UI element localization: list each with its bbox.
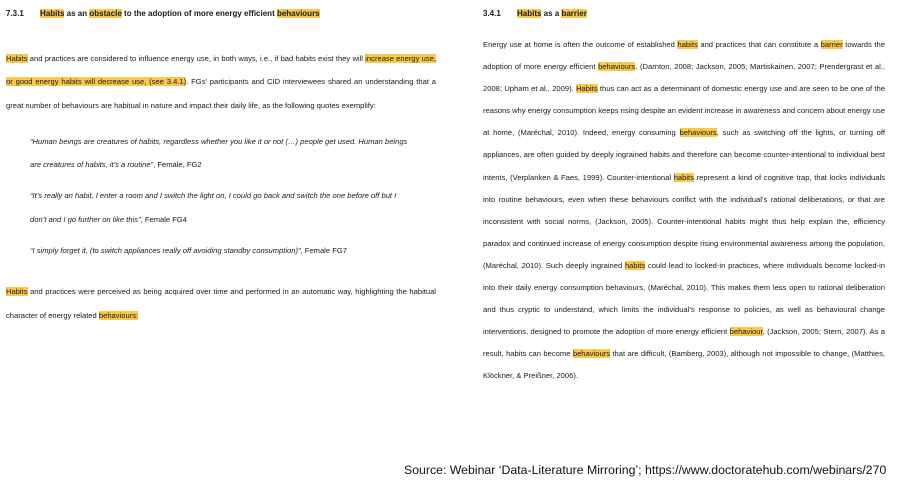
highlighted-text: obstacle <box>89 9 122 18</box>
left-column <box>6 8 436 327</box>
text-run: . FGs' participants and CID interviewees shared an understanding that a great number of behaviours are habitual in nature and impact their daily life, as the following quotes exemplify: <box>6 77 436 110</box>
highlighted-text: behaviour <box>729 327 763 337</box>
paragraph <box>6 280 436 327</box>
text-run: to the adoption of more energy efficient <box>121 9 277 18</box>
paragraph <box>6 47 436 117</box>
highlighted-text: increase energy use, or good energy habits will decrease use, (see 3.4.1) <box>6 54 436 87</box>
highlighted-text: behaviours <box>276 9 320 18</box>
text-run: and practices were perceived as being acquired over time and performed in an automatic way, highlighting the habitual character of energy related <box>6 287 436 320</box>
paragraph <box>483 34 885 388</box>
section-heading-right <box>483 8 885 20</box>
quote: “Human beings are creatures of habits, regardless whether you like it or not (…) people get used. Human beings are creatures of habits, it’s a routine”, Female, FG2 <box>30 136 408 170</box>
text-run: , (Darnton, 2008; Jackson, 2005; Martiskainen, 2007; Prendergrast et al., 2008; Upham et al., 2009). <box>483 62 885 94</box>
text-run: as an <box>64 9 90 18</box>
text-run: , (Jackson, 2005; Stern, 2007). As a result, habits can become <box>483 327 885 359</box>
text-run: could lead to locked-in practices, where individuals become locked-in into their daily energy consumption behaviours, (Maréchal, 2010). This makes them less open to rational deliberation and thus cryptic to understand, which limits the individual’s response to policies, as well as behavioural change interventions, designed to promote the adoption of more energy efficient <box>483 260 885 337</box>
text-run: and practices are considered to influence energy use, in both ways, i.e., if bad habits exist they will <box>27 54 366 63</box>
highlighted-text: behaviours <box>679 128 717 138</box>
quote: “It’s really an habit, I enter a room and I switch the light on, I could go back and switch the one before off but I don’t and I go further on like this”, Female FG4 <box>30 191 397 224</box>
section-number: 7.3.1 <box>6 9 24 18</box>
highlighted-text: Habits <box>6 287 28 297</box>
highlighted-text: habits <box>624 260 646 270</box>
highlighted-text: Habits <box>6 54 28 63</box>
right-column <box>483 8 885 388</box>
highlighted-text: Habits <box>576 84 598 94</box>
highlighted-text: habits <box>677 40 698 49</box>
quote: “I simply forget it, (to switch appliances really off avoiding standby consumption)”, Female FG7 <box>30 246 347 256</box>
text-run: as a <box>541 9 562 18</box>
highlighted-text: behaviours <box>572 349 610 359</box>
highlighted-text: barrier <box>561 9 587 18</box>
text-run: that are difficult, (Bamberg, 2003), although not impossible to change, (Matthies, Klöckner, & Preißner, 2006). <box>483 349 885 381</box>
highlighted-text: behaviours <box>598 62 636 72</box>
text-run: Energy use at home is often the outcome of established <box>483 40 678 49</box>
section-heading-left <box>6 8 436 20</box>
text-run: , such as switching off the lights, or turning off appliances, are often guided by deeply ingrained habits and therefore can become counter-intentional to individual best intents, (Verplanken & Faes, 1999). Counter-intentional <box>483 128 885 182</box>
text-run: represent a kind of cognitive trap, that locks individuals into routine behaviours, even when these behaviours conflict with the individual’s rational deliberations, or that are inconsistent with social norms, (Jackson, 2005). Counter-intentional habits might thus help explain the, efficiency paradox and continued increase of energy consumption despite rising environmental awareness among the population, (Maréchal, 2010). Such deeply ingrained <box>483 172 885 270</box>
text-run: and practices that can constitute a <box>697 40 821 49</box>
highlighted-text: Habits <box>40 9 65 18</box>
highlighted-text: Habits <box>517 9 542 18</box>
text-run: thus can act as a determinant of domestic energy use and are seen to be one of the reasons why energy consumption keeps rising despite an evident increase in awareness and concern about energy use at home, (Maréchal, 2010). Indeed, energy consuming <box>483 84 885 138</box>
section-title <box>517 9 587 18</box>
highlighted-text: habits <box>673 172 694 182</box>
section-title <box>40 9 320 18</box>
section-number: 3.4.1 <box>483 9 501 18</box>
source-caption: Source: Webinar ‘Data-Literature Mirroring’; https://www.doctoratehub.com/webinars/270 <box>404 463 887 477</box>
highlighted-text: barrier <box>820 40 843 49</box>
highlighted-text: behaviours: <box>98 310 139 320</box>
text-run: towards the adoption of more energy efficient <box>483 40 885 72</box>
